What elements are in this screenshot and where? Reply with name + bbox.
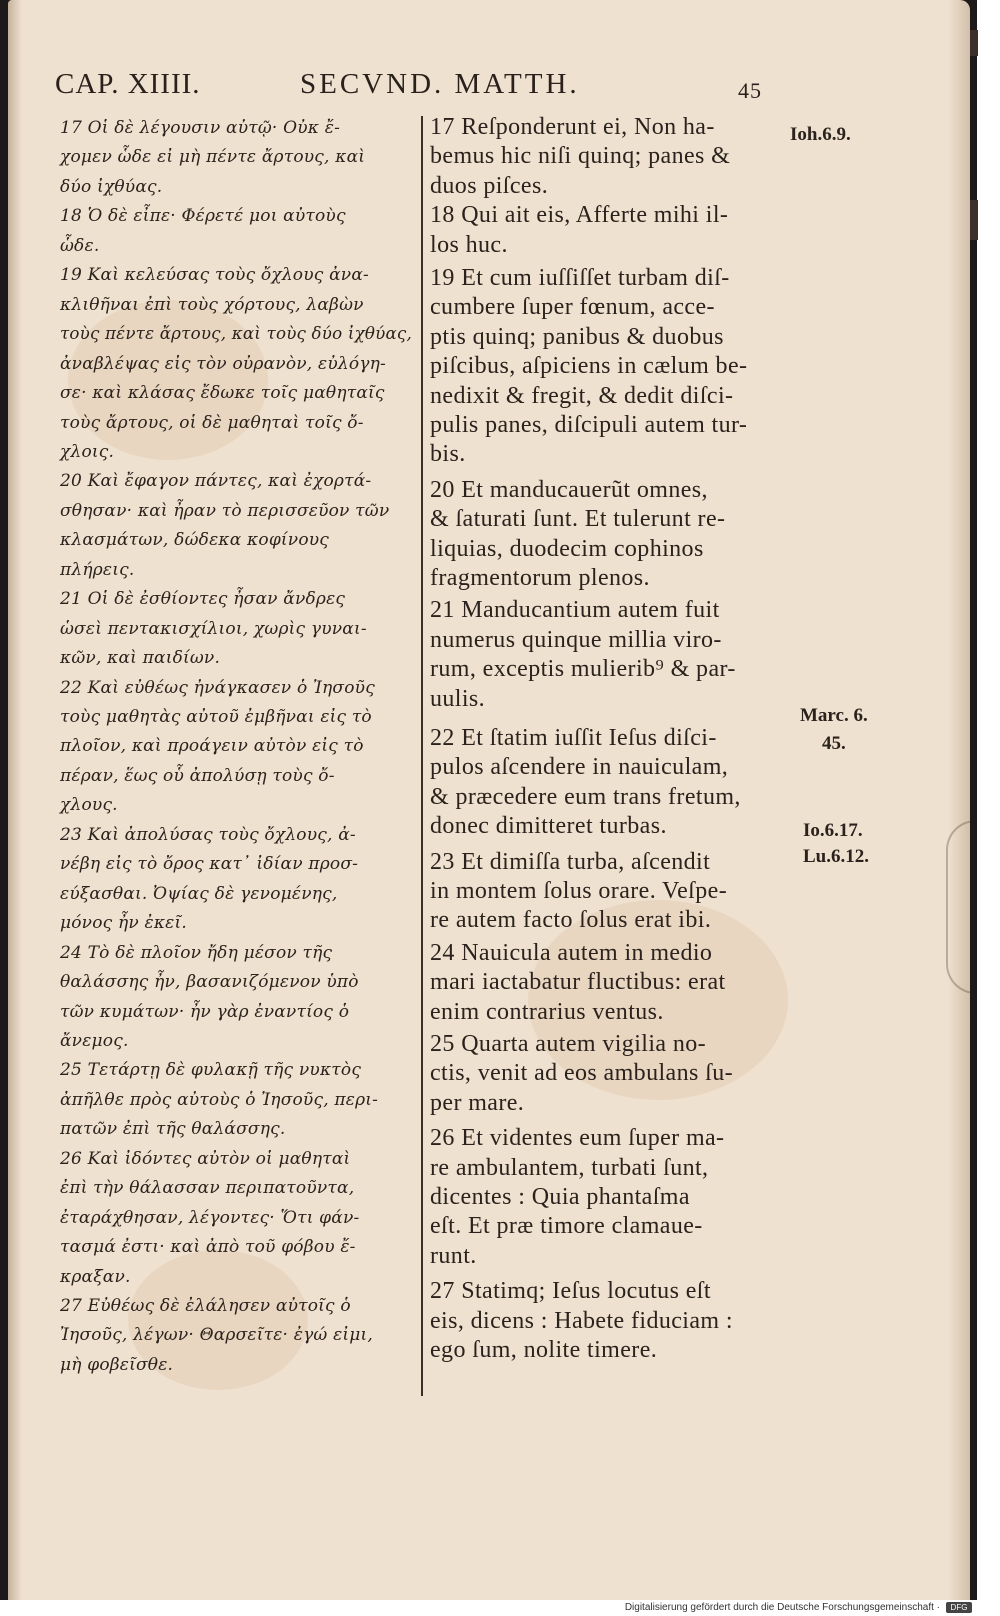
dfg-logo-icon: DFG (946, 1602, 972, 1613)
latin-text-line: rum, exceptis mulierib⁹ & par- (430, 656, 736, 683)
greek-text-line: πέραν, ἕως οὗ ἀπολύσῃ τοὺς ὄ- (60, 765, 335, 786)
greek-text-line: 27 Εὐθέως δὲ ἐλάλησεν αὐτοῖς ὁ (60, 1296, 351, 1316)
latin-text-line: re ambulantem, turbati ſunt, (430, 1154, 709, 1181)
greek-text-line: ἀπῆλθε πρὸς αὐτοὺς ὁ Ἰησοῦς, περι- (60, 1089, 379, 1110)
greek-text-line: 18 Ὁ δὲ εἶπε· Φέρετέ μοι αὐτοὺς (60, 206, 346, 227)
chapter-heading: CAP. XIIII. (55, 68, 201, 100)
page-shadow-left (8, 0, 22, 1600)
greek-text-line: ὡσεὶ πεντακισχίλιοι, χωρὶς γυναι- (60, 618, 367, 639)
latin-text-line: 19 Et cum iuſſiſſet turbam diſ- (430, 265, 730, 291)
latin-text-line: fragmentorum plenos. (430, 565, 650, 591)
latin-text-line: & ſaturati ſunt. Et tulerunt re- (430, 506, 726, 533)
margin-reference-note: 45. (822, 733, 846, 754)
greek-text-line: Ἰησοῦς, λέγων· Θαρσεῖτε· ἐγώ εἰμι, (60, 1325, 373, 1346)
digitization-credit: Digitalisierung gefördert durch die Deutsche Forschungsgemeinschaft · (624, 1602, 940, 1613)
latin-text-line: nedixit & fregit, & dedit diſci- (430, 382, 734, 409)
latin-text-line: 23 Et dimiſſa turba, aſcendit (430, 848, 711, 875)
greek-text-line: πατῶν ἐπὶ τῆς θαλάσσης. (60, 1119, 286, 1140)
greek-text-line: χλοις. (60, 441, 115, 462)
greek-text-line: μὴ φοβεῖσθε. (60, 1354, 174, 1375)
latin-text-line: mari iactabatur fluctibus: erat (430, 969, 726, 996)
latin-text-line: liquias, duodecim cophinos (430, 535, 704, 562)
greek-text-line: σε· καὶ κλάσας ἔδωκε τοῖς μαθηταῖς (60, 383, 385, 404)
latin-text-line: 21 Manducantium autem fuit (430, 597, 720, 624)
margin-reference-note: Io.6.17. (803, 820, 863, 841)
greek-text-line: 20 Καὶ ἔφαγον πάντες, καὶ ἐχορτά- (60, 471, 372, 492)
greek-text-line: δύο ἰχθύας. (60, 176, 163, 197)
latin-text-line: 22 Et ſtatim iuſſit Ieſus diſci- (430, 725, 717, 751)
greek-text-line: χλους. (60, 795, 118, 816)
greek-text-line: 22 Καὶ εὐθέως ἠνάγκασεν ὁ Ἰησοῦς (60, 677, 375, 698)
margin-reference-note: Lu.6.12. (803, 846, 869, 867)
greek-text-line: τῶν κυμάτων· ἦν γὰρ ἐναντίος ὁ (60, 1001, 350, 1022)
latin-text-line: ptis quinq; panibus & duobus (430, 323, 724, 350)
binding-tab (970, 30, 978, 56)
greek-text-line: κραξαν. (60, 1266, 131, 1287)
latin-text-line: 25 Quarta autem vigilia no- (430, 1031, 707, 1057)
latin-text-line: in montem ſolus orare. Veſpe- (430, 878, 728, 904)
binding-tab (970, 200, 978, 240)
greek-text-line: πλήρεις. (60, 559, 135, 580)
book-title-heading: SECVND. MATTH. (300, 68, 580, 100)
greek-text-line: ἐπὶ τὴν θάλασσαν περιπατοῦντα, (60, 1178, 355, 1199)
latin-text-line: ego ſum, nolite timere. (430, 1337, 658, 1363)
greek-text-line: ἐταράχθησαν, λέγοντες· Ὅτι φάν- (60, 1207, 360, 1228)
latin-text-line: dicentes : Quia phantaſma (430, 1184, 690, 1210)
greek-text-line: κλιθῆναι ἐπὶ τοὺς χόρτους, λαβὼν (60, 294, 364, 315)
latin-text-line: pulos aſcendere in nauiculam, (430, 754, 729, 781)
latin-text-line: cumbere ſuper fœnum, acce- (430, 294, 715, 321)
latin-text-line: runt. (430, 1242, 477, 1269)
greek-text-line: 25 Τετάρτῃ δὲ φυλακῇ τῆς νυκτὸς (60, 1060, 362, 1081)
greek-text-line: εύξασθαι. Ὀψίας δὲ γενομένης, (60, 883, 338, 904)
greek-text-line: 19 Καὶ κελεύσας τοὺς ὄχλους ἀνα- (60, 265, 369, 286)
greek-text-line: ἀναβλέψας εἰς τὸν οὐρανὸν, εὐλόγη- (60, 353, 386, 374)
latin-text-line: per mare. (430, 1089, 525, 1116)
latin-text-line: piſcibus, aſpiciens in cælum be- (430, 353, 748, 380)
latin-text-line: 18 Qui ait eis, Afferte mihi il- (430, 202, 729, 229)
latin-text-line: eſt. Et præ timore clamaue- (430, 1213, 703, 1240)
margin-reference-note: Ioh.6.9. (790, 124, 851, 145)
greek-text-line: νέβη εἰς τὸ ὄρος κατ᾽ ἰδίαν προσ- (60, 854, 359, 875)
latin-text-line: 26 Et videntes eum ſuper ma- (430, 1125, 725, 1152)
latin-text-line: 20 Et manducauerũt omnes, (430, 476, 708, 503)
paper-clip-impression (946, 820, 970, 994)
latin-text-line: uulis. (430, 685, 486, 712)
latin-text-line: re autem facto ſolus erat ibi. (430, 907, 712, 934)
latin-text-line: eis, dicens : Habete fiduciam : (430, 1307, 733, 1334)
greek-text-line: 21 Οἱ δὲ ἐσθίοντες ἦσαν ἄνδρες (60, 589, 346, 610)
margin-reference-note: Marc. 6. (800, 705, 868, 726)
latin-text-line: pulis panes, diſcipuli autem tur- (430, 412, 748, 438)
latin-text-line: & præcedere eum trans fretum, (430, 783, 741, 810)
greek-text-line: 17 Οἱ δὲ λέγουσιν αὐτῷ· Οὐκ ἔ- (60, 118, 341, 138)
greek-text-line: κλασμάτων, δώδεκα κοφίνους (60, 530, 330, 551)
greek-text-line: 24 Τὸ δὲ πλοῖον ἤδη μέσον τῆς (60, 942, 333, 963)
greek-text-line: χομεν ὧδε εἰ μὴ πέντε ἄρτους, καὶ (60, 147, 366, 168)
page-shadow-right (948, 0, 970, 1600)
greek-text-line: τασμά ἐστι· καὶ ἀπὸ τοῦ φόβου ἔ- (60, 1237, 356, 1258)
latin-text-line: donec dimitteret turbas. (430, 813, 667, 840)
greek-text-line: 26 Καὶ ἰδόντες αὐτὸν οἱ μαθηταὶ (60, 1148, 351, 1169)
greek-text-line: ἄνεμος. (60, 1030, 129, 1051)
greek-text-line: τοὺς ἄρτους, οἱ δὲ μαθηταὶ τοῖς ὄ- (60, 412, 364, 433)
latin-text-line: los huc. (430, 231, 508, 258)
column-divider (421, 116, 423, 1396)
latin-text-line: enim contrarius ventus. (430, 998, 664, 1025)
latin-text-line: numerus quinque millia viro- (430, 626, 722, 653)
greek-text-line: πλοῖον, καὶ προάγειν αὐτὸν εἰς τὸ (60, 736, 364, 757)
page-number: 45 (738, 78, 762, 103)
greek-text-line: ὧδε. (60, 235, 100, 256)
latin-text-line: 24 Nauicula autem in medio (430, 939, 713, 966)
greek-text-line: θαλάσσης ἦν, βασανιζόμενον ὑπὸ (60, 972, 359, 993)
latin-text-line: bis. (430, 441, 466, 468)
greek-text-line: 23 Καὶ ἀπολύσας τοὺς ὄχλους, ἀ- (60, 824, 356, 845)
greek-text-line: τοὺς πέντε ἄρτους, καὶ τοὺς δύο ἰχθύας, (60, 324, 412, 345)
latin-text-line: ctis, venit ad eos ambulans ſu- (430, 1060, 734, 1087)
latin-text-line: duos piſces. (430, 172, 549, 199)
greek-text-line: σθησαν· καὶ ἦραν τὸ περισσεῦον τῶν (60, 500, 390, 521)
greek-text-line: κῶν, καὶ παιδίων. (60, 648, 221, 669)
latin-text-line: bemus hic niſi quinq; panes & (430, 143, 731, 170)
latin-text-line: 17 Reſponderunt ei, Non ha- (430, 114, 715, 140)
greek-text-line: τοὺς μαθητὰς αὐτοῦ ἐμβῆναι εἰς τὸ (60, 707, 372, 727)
greek-text-line: μόνος ἦν ἐκεῖ. (60, 913, 187, 934)
latin-text-line: 27 Statimq; Ieſus locutus eſt (430, 1278, 711, 1305)
